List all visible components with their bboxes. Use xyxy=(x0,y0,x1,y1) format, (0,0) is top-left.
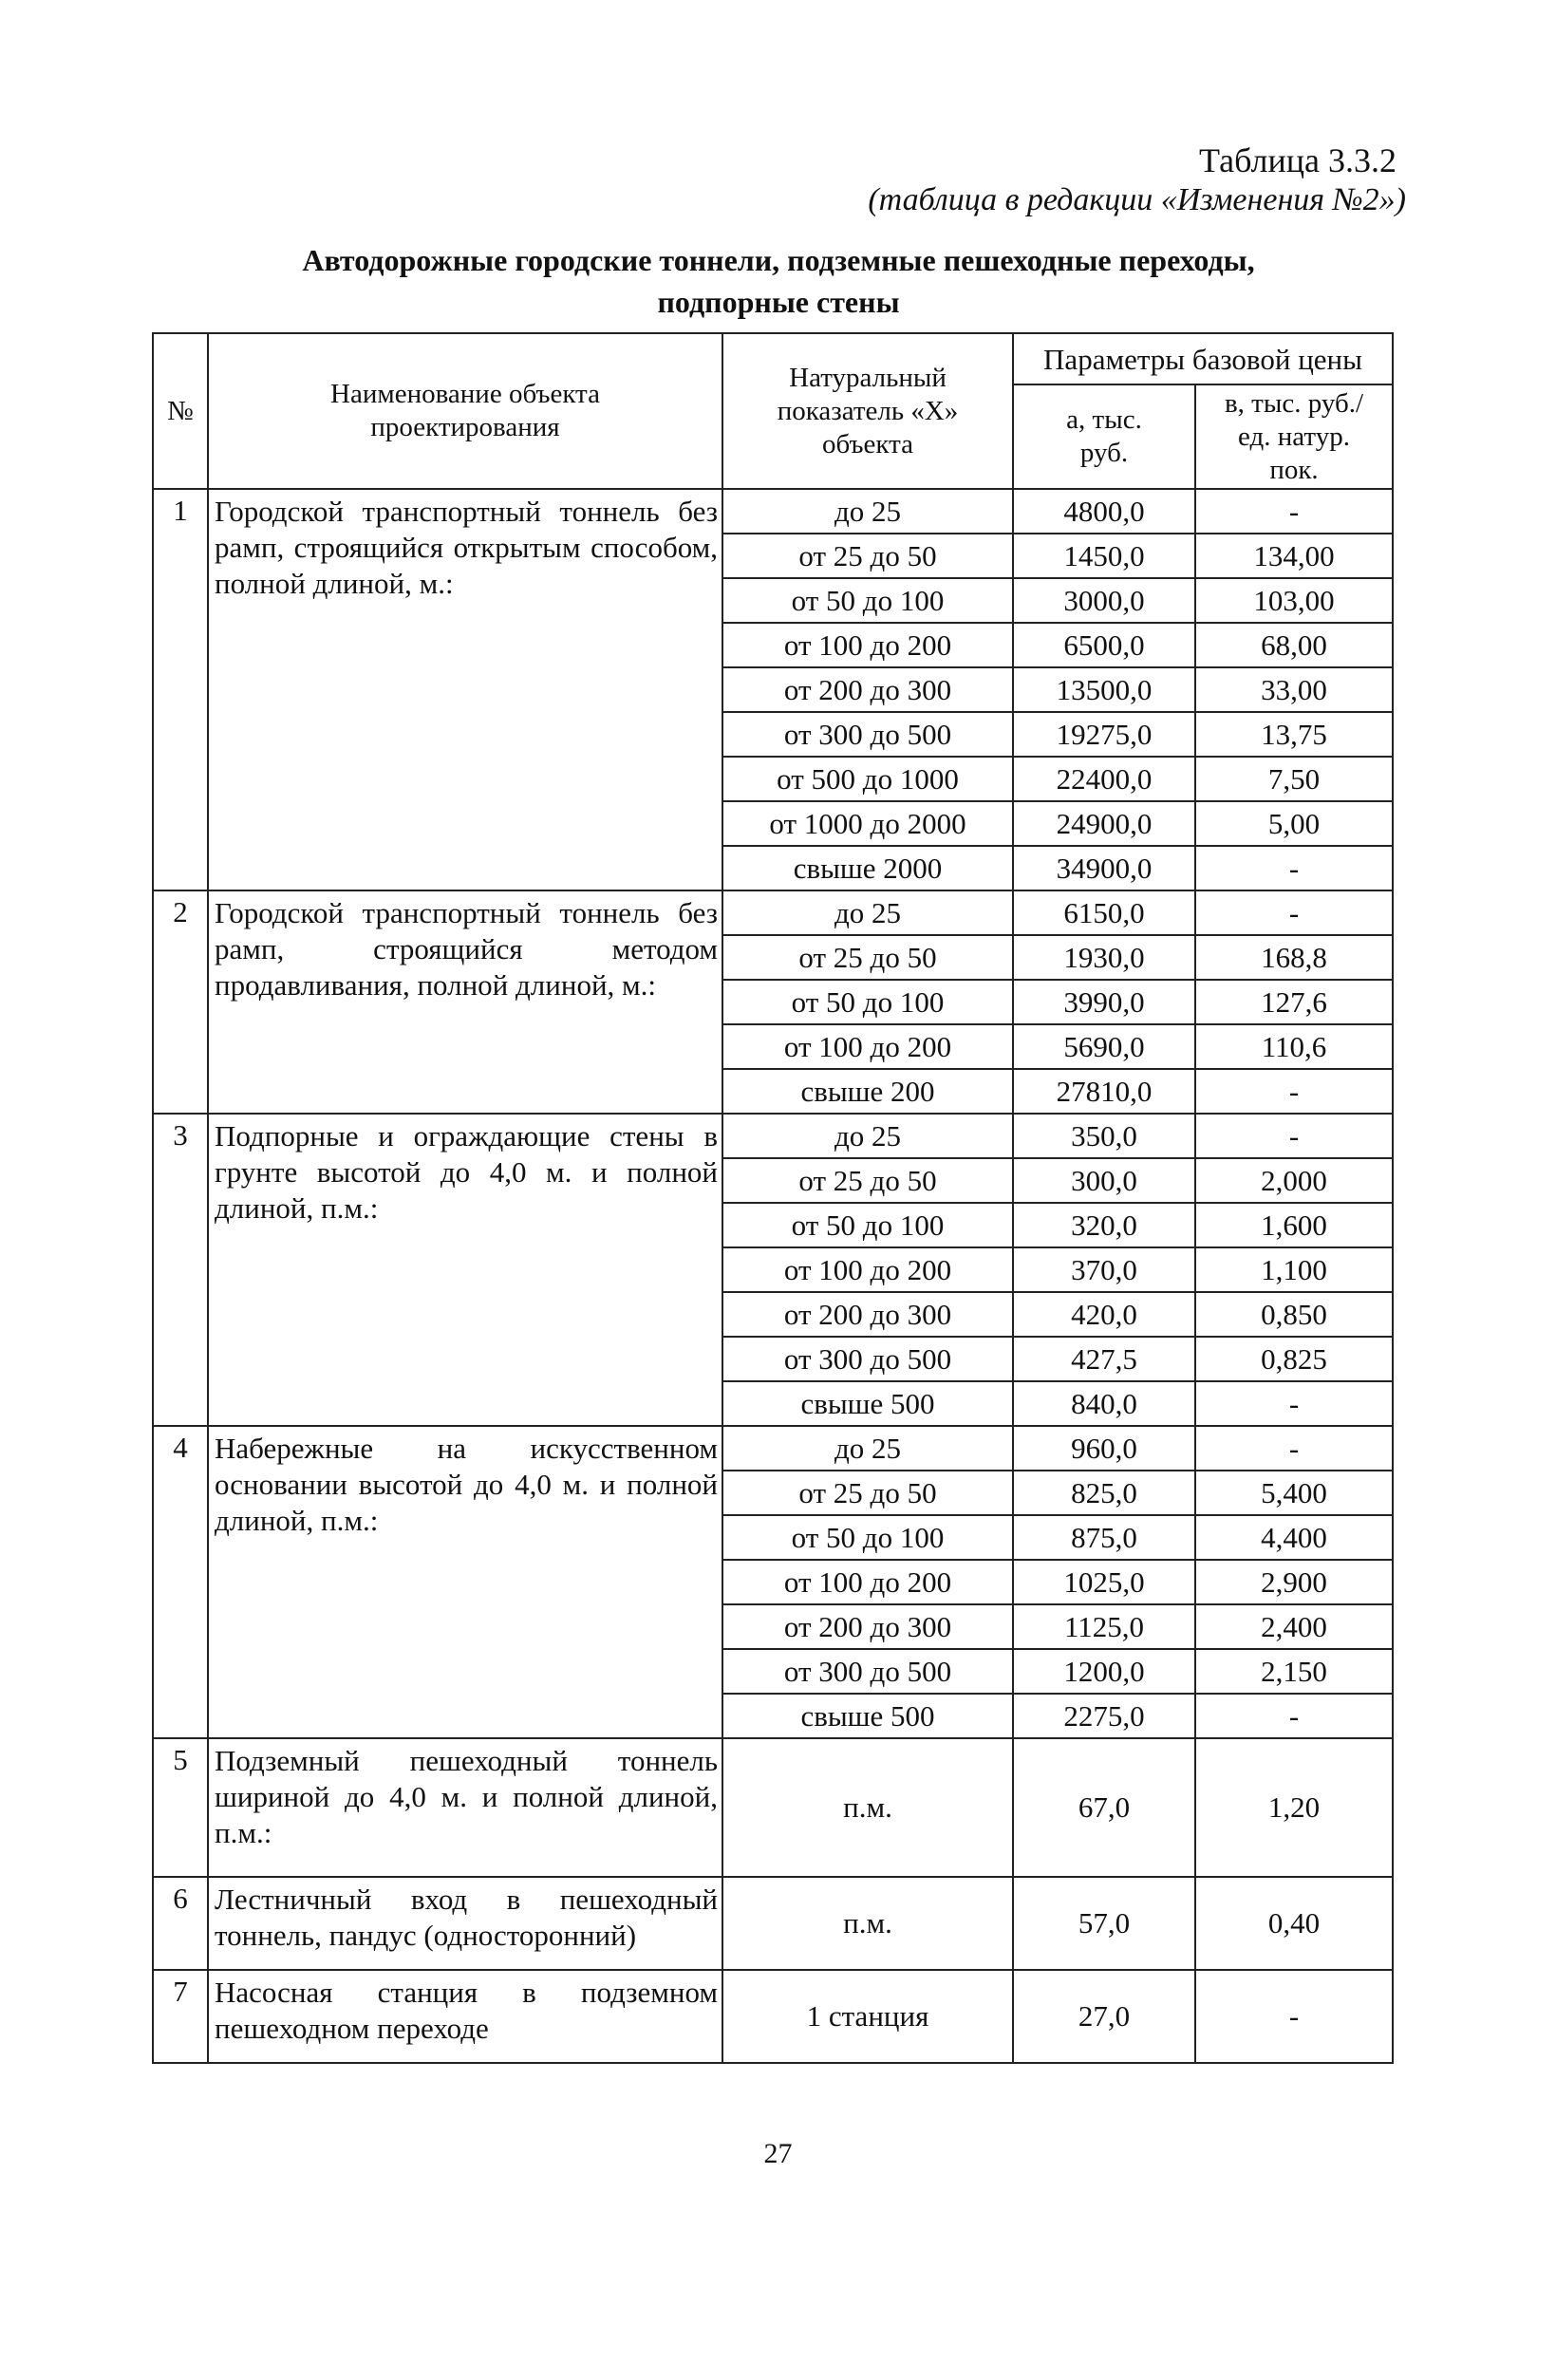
value-a-cell: 6150,0 xyxy=(1013,890,1195,935)
value-b-cell: 5,400 xyxy=(1195,1471,1393,1515)
value-b-cell: - xyxy=(1195,890,1393,935)
value-a-cell: 4800,0 xyxy=(1013,489,1195,534)
value-a-cell: 13500,0 xyxy=(1013,667,1195,712)
indicator-cell: от 100 до 200 xyxy=(722,1247,1013,1292)
value-b-cell: 110,6 xyxy=(1195,1024,1393,1069)
value-b-cell: - xyxy=(1195,1381,1393,1426)
object-name: Насосная станция в подземном пешеходном переходе xyxy=(208,1970,722,2063)
value-a-cell: 1200,0 xyxy=(1013,1649,1195,1694)
row-number: 5 xyxy=(153,1738,208,1877)
indicator-cell: от 25 до 50 xyxy=(722,935,1013,980)
indicator-cell: от 1000 до 2000 xyxy=(722,801,1013,846)
value-a-cell: 6500,0 xyxy=(1013,623,1195,667)
row-number: 4 xyxy=(153,1426,208,1738)
value-a-cell: 24900,0 xyxy=(1013,801,1195,846)
value-b-cell: 2,150 xyxy=(1195,1649,1393,1694)
column-header-a: а, тыс. руб. xyxy=(1013,384,1195,489)
indicator-cell: п.м. xyxy=(722,1877,1013,1970)
value-a-cell: 825,0 xyxy=(1013,1471,1195,1515)
table-title xyxy=(152,239,1405,323)
value-a-cell: 875,0 xyxy=(1013,1515,1195,1560)
value-a-cell: 960,0 xyxy=(1013,1426,1195,1471)
value-a-cell: 370,0 xyxy=(1013,1247,1195,1292)
value-a-cell: 27810,0 xyxy=(1013,1069,1195,1114)
table-title-line-1: Автодорожные городские тоннели, подземные пешеходные переходы, xyxy=(302,243,1255,277)
value-a-cell: 427,5 xyxy=(1013,1337,1195,1381)
table-body xyxy=(153,489,1393,2063)
value-a-cell: 1125,0 xyxy=(1013,1604,1195,1649)
indicator-cell: до 25 xyxy=(722,489,1013,534)
value-b-cell: - xyxy=(1195,1694,1393,1738)
value-b-cell: - xyxy=(1195,1114,1393,1158)
value-a-cell: 420,0 xyxy=(1013,1292,1195,1337)
indicator-cell: от 50 до 100 xyxy=(722,980,1013,1024)
value-b-cell: 1,100 xyxy=(1195,1247,1393,1292)
value-b-cell: - xyxy=(1195,489,1393,534)
table-row xyxy=(153,1877,1393,1970)
value-b-cell: - xyxy=(1195,1970,1393,2063)
indicator-cell: от 50 до 100 xyxy=(722,578,1013,623)
value-a-cell: 1450,0 xyxy=(1013,534,1195,578)
indicator-cell: свыше 500 xyxy=(722,1694,1013,1738)
value-b-cell: 1,600 xyxy=(1195,1203,1393,1247)
value-b-cell: 0,825 xyxy=(1195,1337,1393,1381)
object-name: Городской транспортный тоннель без рамп, строящийся методом продавливания, полной длиной, м.: xyxy=(208,890,722,1114)
value-a-cell: 27,0 xyxy=(1013,1970,1195,2063)
value-b-cell: - xyxy=(1195,1069,1393,1114)
value-b-cell: 2,400 xyxy=(1195,1604,1393,1649)
indicator-cell: от 25 до 50 xyxy=(722,1471,1013,1515)
value-a-cell: 1025,0 xyxy=(1013,1560,1195,1604)
indicator-cell: от 200 до 300 xyxy=(722,667,1013,712)
table-row xyxy=(153,1738,1393,1877)
table-label: Таблица 3.3.2 xyxy=(1199,141,1397,179)
indicator-cell: до 25 xyxy=(722,1426,1013,1471)
value-a-cell: 34900,0 xyxy=(1013,846,1195,890)
column-header-num: № xyxy=(153,333,208,489)
value-b-cell: 127,6 xyxy=(1195,980,1393,1024)
indicator-cell: до 25 xyxy=(722,890,1013,935)
row-number: 7 xyxy=(153,1970,208,2063)
indicator-cell: от 500 до 1000 xyxy=(722,757,1013,801)
value-a-cell: 67,0 xyxy=(1013,1738,1195,1877)
column-header-name: Наименование объекта проектирования xyxy=(208,333,722,489)
table-row xyxy=(153,890,1393,935)
table-edition-note: (таблица в редакции «Изменения №2») xyxy=(868,182,1406,217)
value-a-cell: 5690,0 xyxy=(1013,1024,1195,1069)
value-b-cell: 33,00 xyxy=(1195,667,1393,712)
table-title-line-2: подпорные стены xyxy=(657,285,900,319)
value-a-cell: 320,0 xyxy=(1013,1203,1195,1247)
indicator-cell: от 300 до 500 xyxy=(722,712,1013,757)
value-b-cell: 0,850 xyxy=(1195,1292,1393,1337)
indicator-cell: от 25 до 50 xyxy=(722,534,1013,578)
row-number: 2 xyxy=(153,890,208,1114)
indicator-cell: от 50 до 100 xyxy=(722,1515,1013,1560)
indicator-cell: п.м. xyxy=(722,1738,1013,1877)
table-row xyxy=(153,1426,1393,1471)
indicator-cell: от 200 до 300 xyxy=(722,1604,1013,1649)
value-b-cell: 5,00 xyxy=(1195,801,1393,846)
value-b-cell: - xyxy=(1195,1426,1393,1471)
table-row xyxy=(153,1970,1393,2063)
indicator-cell: до 25 xyxy=(722,1114,1013,1158)
table-row xyxy=(153,489,1393,534)
value-b-cell: 1,20 xyxy=(1195,1738,1393,1877)
value-b-cell: 134,00 xyxy=(1195,534,1393,578)
object-name: Подпорные и ограждающие стены в грунте высотой до 4,0 м. и полной длиной, п.м.: xyxy=(208,1114,722,1426)
indicator-cell: от 100 до 200 xyxy=(722,623,1013,667)
table-row xyxy=(153,1114,1393,1158)
value-a-cell: 840,0 xyxy=(1013,1381,1195,1426)
value-a-cell: 3990,0 xyxy=(1013,980,1195,1024)
indicator-cell: от 50 до 100 xyxy=(722,1203,1013,1247)
value-b-cell: 13,75 xyxy=(1195,712,1393,757)
object-name: Городской транспортный тоннель без рамп, строящийся открытым способом, полной длиной, м.: xyxy=(208,489,722,890)
indicator-cell: от 300 до 500 xyxy=(722,1337,1013,1381)
indicator-cell: от 300 до 500 xyxy=(722,1649,1013,1694)
object-name: Набережные на искусственном основании высотой до 4,0 м. и полной длиной, п.м.: xyxy=(208,1426,722,1738)
value-b-cell: 2,900 xyxy=(1195,1560,1393,1604)
indicator-cell: от 200 до 300 xyxy=(722,1292,1013,1337)
value-b-cell: 7,50 xyxy=(1195,757,1393,801)
indicator-cell: от 100 до 200 xyxy=(722,1560,1013,1604)
value-a-cell: 350,0 xyxy=(1013,1114,1195,1158)
value-b-cell: - xyxy=(1195,846,1393,890)
row-number: 6 xyxy=(153,1877,208,1970)
indicator-cell: свыше 500 xyxy=(722,1381,1013,1426)
indicator-cell: от 25 до 50 xyxy=(722,1158,1013,1203)
column-header-b: в, тыс. руб./ед. натур. пок. xyxy=(1195,384,1393,489)
object-name: Подземный пешеходный тоннель шириной до 4,0 м. и полной длиной, п.м.: xyxy=(208,1738,722,1877)
indicator-cell: от 100 до 200 xyxy=(722,1024,1013,1069)
value-b-cell: 0,40 xyxy=(1195,1877,1393,1970)
value-a-cell: 300,0 xyxy=(1013,1158,1195,1203)
row-number: 3 xyxy=(153,1114,208,1426)
object-name: Лестничный вход в пешеходный тоннель, пандус (односторонний) xyxy=(208,1877,722,1970)
value-a-cell: 3000,0 xyxy=(1013,578,1195,623)
price-table xyxy=(152,332,1394,2064)
indicator-cell: свыше 2000 xyxy=(722,846,1013,890)
value-b-cell: 2,000 xyxy=(1195,1158,1393,1203)
value-a-cell: 19275,0 xyxy=(1013,712,1195,757)
row-number: 1 xyxy=(153,489,208,890)
indicator-cell: свыше 200 xyxy=(722,1069,1013,1114)
page-number: 27 xyxy=(763,2138,793,2169)
column-header-indicator: Натуральный показатель «Х» объекта xyxy=(722,333,1013,489)
value-a-cell: 1930,0 xyxy=(1013,935,1195,980)
value-a-cell: 2275,0 xyxy=(1013,1694,1195,1738)
value-a-cell: 57,0 xyxy=(1013,1877,1195,1970)
value-b-cell: 168,8 xyxy=(1195,935,1393,980)
column-header-params: Параметры базовой цены xyxy=(1013,333,1393,384)
value-b-cell: 4,400 xyxy=(1195,1515,1393,1560)
value-b-cell: 103,00 xyxy=(1195,578,1393,623)
indicator-cell: 1 станция xyxy=(722,1970,1013,2063)
value-a-cell: 22400,0 xyxy=(1013,757,1195,801)
value-b-cell: 68,00 xyxy=(1195,623,1393,667)
